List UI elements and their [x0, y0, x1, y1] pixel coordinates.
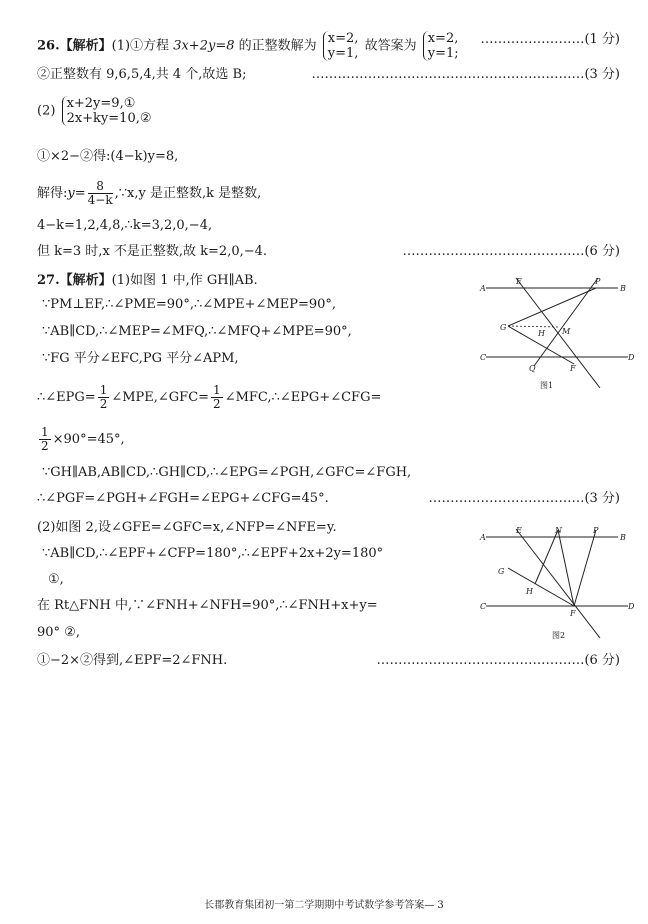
- q27-line13: 90° ②,: [37, 625, 80, 640]
- q27-tag: 【解析】: [59, 273, 112, 288]
- q26-line4: ①×2−②得:(4−k)y=8,: [37, 149, 179, 164]
- q26-line7: 但 k=3 时,x 不是正整数,故 k=2,0,−4. ……………………………………(6 分): [37, 244, 620, 259]
- point-label: B: [620, 533, 626, 542]
- q27-line1: 27.【解析】(1)如图 1 中,作 GH∥AB.: [37, 273, 258, 288]
- q27-line5: ∴∠EPG= $\frac{1}{2}$ ∠MPE,∠GFC= $\frac{1}{2}$ ∠MFC,∴∠EPG+∠CFG=: [37, 383, 382, 411]
- q27-number: 27.: [37, 273, 60, 288]
- q27-line6: $\frac{1}{2}$ ×90°=45°,: [41, 425, 125, 453]
- q26-line3: (2) x+2y=9,① 2x+ky=10,②: [37, 96, 152, 126]
- q27-line3: ∵AB∥CD,∴∠MEP=∠MFQ,∴∠MFQ+∠MPE=90°,: [42, 324, 352, 339]
- fraction: $\frac{8}{4-k}$: [87, 179, 113, 207]
- point-label: P: [593, 526, 599, 535]
- fraction-half: $\frac{1}{2}$: [213, 383, 221, 411]
- point-label: F: [570, 609, 576, 618]
- fraction-half: $\frac{1}{2}$: [41, 425, 49, 453]
- q27-line11: ①,: [48, 572, 64, 587]
- point-label: A: [480, 533, 486, 542]
- q27-line12: 在 Rt△FNH 中,∵∠FNH+∠NFH=90°,∴∠FNH+x+y=: [37, 598, 378, 613]
- score-marker: ………………………………(3 分): [428, 491, 620, 506]
- q26-line1: 26.【解析】(1)①方程 3x+2y=8 的正整数解为 x=2, y=1, 故答案为 x=2, y=1; ……………………(1 分): [37, 31, 620, 61]
- system-2: x=2, y=1;: [423, 31, 459, 61]
- page-footer: 长郡教育集团初一第二学期期中考试数学参考答案— 3: [204, 900, 444, 911]
- point-label: P: [595, 277, 601, 286]
- q27-line8: ∴∠PGF=∠PGH+∠FGH=∠EPG+∠CFG=45°. ………………………………(3 分): [37, 491, 620, 506]
- q26-line2: ②正整数有 9,6,5,4,共 4 个,故选 B; ………………………………………………………(3 分): [37, 67, 620, 82]
- figure-caption: 图1: [540, 381, 554, 390]
- point-label: C: [480, 602, 487, 611]
- figure-1: [478, 270, 638, 400]
- q27-line2: ∵PM⊥EF,∴∠PME=90°,∴∠MPE+∠MEP=90°,: [42, 297, 337, 312]
- point-label: G: [498, 567, 505, 576]
- q27-line4: ∵FG 平分∠EFC,PG 平分∠APM,: [42, 351, 239, 366]
- system-3: x+2y=9,① 2x+ky=10,②: [62, 96, 152, 126]
- point-label: B: [620, 284, 626, 293]
- point-label: N: [555, 526, 562, 535]
- point-label: Q: [529, 364, 536, 373]
- point-label: H: [538, 329, 545, 338]
- q27-line7: ∵GH∥AB,AB∥CD,∴GH∥CD,∴∠EPG=∠PGH,∠GFC=∠FGH,: [42, 465, 412, 480]
- figure-2-diagram: [478, 520, 638, 650]
- q26-number: 26.: [37, 38, 60, 54]
- q27-line9: (2)如图 2,设∠GFE=∠GFC=x,∠NFP=∠NFE=y.: [37, 520, 337, 535]
- score-marker: ………………………………………………………(3 分): [311, 67, 620, 82]
- point-label: D: [628, 353, 635, 362]
- q26-line5: 解得:y= $\frac{8}{4-k}$ ,∵x,y 是正整数,k 是整数,: [37, 179, 262, 207]
- point-label: E: [516, 526, 522, 535]
- point-label: M: [562, 327, 571, 336]
- q26-line6: 4−k=1,2,4,8,∴k=3,2,0,−4,: [37, 218, 213, 233]
- score-marker: ……………………………………(6 分): [402, 244, 620, 259]
- figure-1-diagram: [478, 270, 638, 400]
- point-label: C: [480, 353, 487, 362]
- point-label: A: [480, 284, 486, 293]
- score-marker: …………………………………………(6 分): [376, 653, 620, 668]
- point-label: F: [570, 364, 576, 373]
- fraction-half: $\frac{1}{2}$: [99, 383, 108, 411]
- q26-tag: 【解析】: [59, 38, 112, 54]
- q27-line14: ①−2×②得到,∠EPF=2∠FNH. …………………………………………(6 分): [37, 653, 620, 668]
- point-label: G: [500, 323, 507, 332]
- q27-line10: ∵AB∥CD,∴∠EPF+∠CFP=180°,∴∠EPF+2x+2y=180°: [42, 546, 384, 561]
- point-label: H: [526, 587, 533, 596]
- point-label: E: [516, 277, 522, 286]
- system-1: x=2, y=1,: [323, 31, 359, 61]
- figure-caption: 图2: [552, 631, 566, 640]
- figure-2: [478, 520, 638, 650]
- point-label: D: [628, 602, 635, 611]
- score-marker: ……………………(1 分): [480, 32, 620, 47]
